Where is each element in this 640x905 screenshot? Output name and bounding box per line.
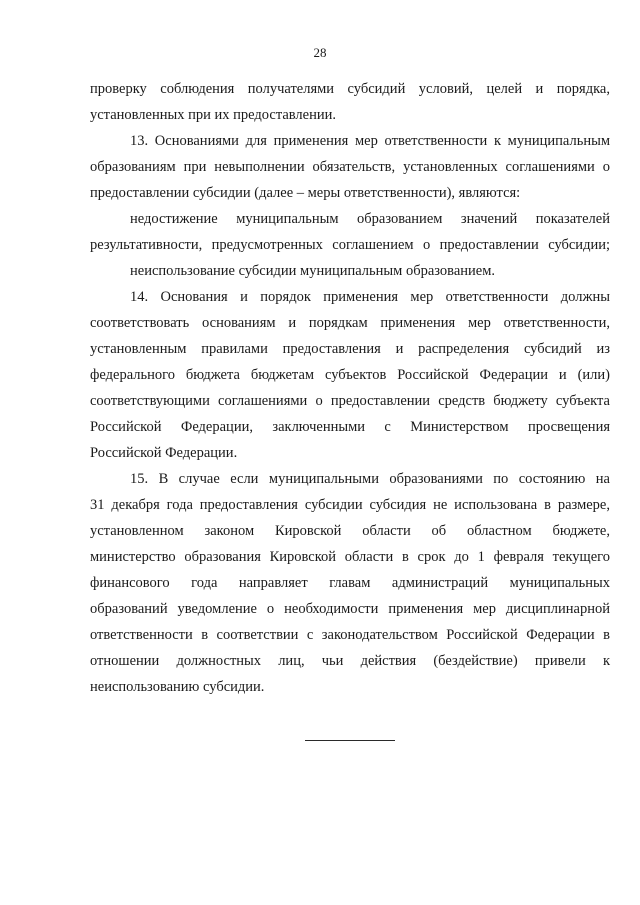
text-line: результативности, предусмотренных соглашением о предоставлении субсидии; bbox=[90, 237, 610, 253]
text-line: установленном законом Кировской области об областном бюджете, bbox=[90, 523, 610, 539]
text-line: финансового года направляет главам администраций муниципальных bbox=[90, 575, 610, 591]
text-line: установленных при их предоставлении. bbox=[90, 107, 336, 123]
text-line: предоставлении субсидии (далее – меры ответственности), являются: bbox=[90, 185, 521, 201]
text-line: неиспользование субсидии муниципальным образованием. bbox=[130, 263, 496, 279]
text-line: 13. Основаниями для применения мер ответственности к муниципальным bbox=[130, 133, 610, 149]
end-divider bbox=[305, 740, 395, 741]
page-number: 28 bbox=[313, 45, 327, 60]
text-line: недостижение муниципальным образованием значений показателей bbox=[130, 211, 610, 227]
text-line: министерство образования Кировской области в срок до 1 февраля текущего bbox=[90, 549, 610, 565]
text-line: установленным правилами предоставления и распределения субсидий из bbox=[90, 341, 610, 357]
text-line: образованиям при невыполнении обязательств, установленных соглашениями о bbox=[90, 159, 610, 175]
text-line: соответствующими соглашениями о предоставлении средств бюджету субъекта bbox=[90, 393, 610, 409]
text-line: образований уведомление о необходимости применения мер дисциплинарной bbox=[90, 601, 610, 617]
text-line: проверку соблюдения получателями субсидий условий, целей и порядка, bbox=[90, 81, 610, 97]
text-line: ответственности в соответствии с законодательством Российской Федерации в bbox=[90, 627, 610, 643]
text-line: соответствовать основаниям и порядкам применения мер ответственности, bbox=[90, 315, 610, 331]
text-line: 14. Основания и порядок применения мер ответственности должны bbox=[130, 289, 610, 305]
text-line: 15. В случае если муниципальными образованиями по состоянию на bbox=[130, 471, 610, 487]
text-line: федерального бюджета бюджетам субъектов Российской Федерации и (или) bbox=[90, 367, 610, 383]
text-line: Российской Федерации, заключенными с Министерством просвещения bbox=[90, 419, 610, 435]
text-line: отношении должностных лиц, чьи действия (бездействие) привели к bbox=[90, 653, 610, 669]
text-line: 31 декабря года предоставления субсидии субсидия не использована в размере, bbox=[90, 497, 610, 513]
text-line: Российской Федерации. bbox=[90, 445, 238, 461]
text-line: неиспользованию субсидии. bbox=[90, 679, 265, 695]
